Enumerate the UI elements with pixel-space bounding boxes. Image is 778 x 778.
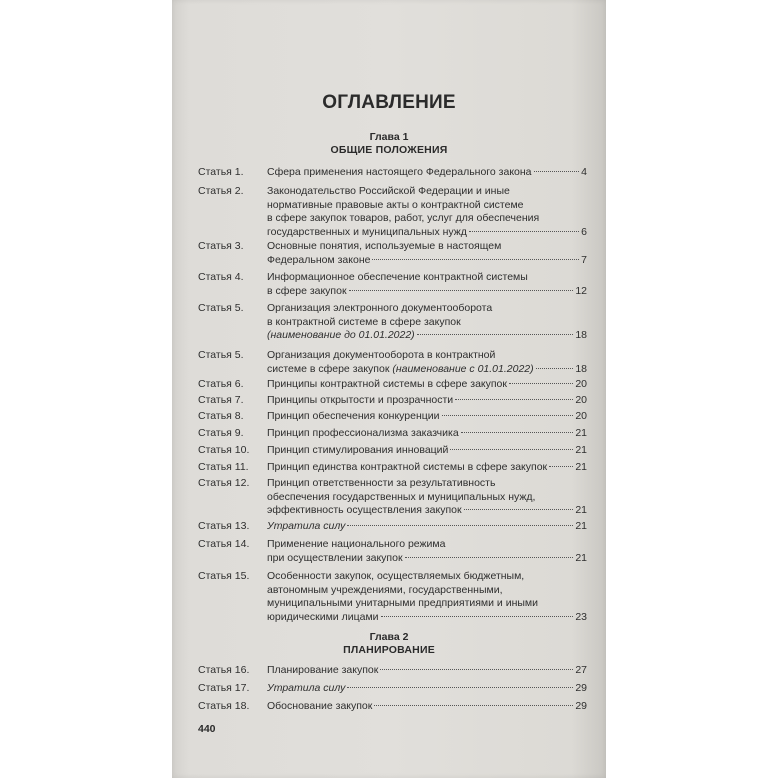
book-page <box>172 0 606 778</box>
article-title-text <box>267 329 415 343</box>
dot-leader <box>461 432 574 433</box>
article-page-number: 29 <box>575 700 587 712</box>
article-page-number: 21 <box>575 504 587 516</box>
article-page-number: 7 <box>581 253 587 266</box>
article-page-number: 27 <box>575 664 587 676</box>
article-page-number: 21 <box>575 427 587 439</box>
article-number: Статья 5. <box>198 349 244 361</box>
chapter-heading <box>172 631 606 657</box>
article-title <box>267 700 587 714</box>
article-number: Статья 6. <box>198 378 244 390</box>
article-title <box>267 427 587 441</box>
article-title-line: Информационное обеспечение контрактной системы <box>267 271 528 283</box>
article-number: Статья 14. <box>198 538 250 550</box>
article-page-number: 12 <box>575 284 587 297</box>
article-title-text <box>267 520 345 534</box>
article-title-text <box>267 682 345 696</box>
article-number: Статья 18. <box>198 700 250 712</box>
article-number: Статья 3. <box>198 240 244 252</box>
article-title <box>267 394 587 408</box>
article-title-line: Принцип ответственности за результативность <box>267 477 496 489</box>
article-title-text: эффективность осуществления закупок <box>267 504 462 516</box>
article-title-text: Принцип обеспечения конкуренции <box>267 410 440 422</box>
article-page-number: 18 <box>575 362 587 375</box>
article-title <box>267 166 587 180</box>
article-page-number: 4 <box>581 166 587 178</box>
article-title-line: муниципальными унитарными предприятиями и иными <box>267 597 539 609</box>
article-title-line <box>267 611 587 625</box>
article-title <box>267 302 587 343</box>
article-page-number: 18 <box>575 329 587 341</box>
article-title <box>267 682 587 696</box>
article-title-line <box>267 552 587 566</box>
article-number: Статья 9. <box>198 427 244 439</box>
article-title-text: Принципы контрактной системы в сфере закупок <box>267 378 507 390</box>
article-title-line <box>267 664 587 678</box>
article-number: Статья 10. <box>198 444 250 456</box>
article-title-text: Принципы открытости и прозрачности <box>267 394 454 406</box>
article-number: Статья 15. <box>198 570 250 582</box>
article-number: Статья 17. <box>198 682 250 694</box>
article-title-text: Планирование закупок <box>267 664 379 676</box>
article-title <box>267 271 587 298</box>
dot-leader <box>469 231 579 232</box>
article-number: Статья 7. <box>198 394 244 406</box>
article-title-line: в сфере закупок товаров, работ, услуг для обеспечения <box>267 212 540 224</box>
page-number: 440 <box>198 723 216 735</box>
dot-leader <box>450 449 573 450</box>
article-title-line: автономным учреждениями, государственными, <box>267 583 503 596</box>
article-number: Статья 4. <box>198 271 244 283</box>
dot-leader <box>349 290 574 291</box>
article-number: Статья 2. <box>198 185 244 197</box>
article-title-text: Принцип стимулирования инноваций <box>267 444 449 456</box>
article-title <box>267 461 587 475</box>
article-title <box>267 240 587 267</box>
dot-leader <box>380 669 573 670</box>
article-title-line: Особенности закупок, осуществляемых бюджетным, <box>267 570 525 582</box>
chapter-label: Глава 1 <box>369 131 409 143</box>
article-title-line <box>267 700 587 714</box>
dot-leader <box>372 259 579 260</box>
dot-leader <box>374 705 573 706</box>
article-title <box>267 477 587 518</box>
article-title-line: Организация электронного документооборота <box>267 302 493 314</box>
article-title-line <box>267 226 587 240</box>
article-title <box>267 664 587 678</box>
article-number: Статья 12. <box>198 477 250 489</box>
dot-leader <box>417 334 574 335</box>
chapter-name: ОБЩИЕ ПОЛОЖЕНИЯ <box>330 144 448 156</box>
italic-note: Утратила силу <box>267 520 346 532</box>
italic-note: (наименование до 01.01.2022) <box>267 329 415 341</box>
article-title-line: Применение национального режима <box>267 538 446 550</box>
article-title <box>267 378 587 392</box>
dot-leader <box>549 466 573 467</box>
dot-leader <box>381 616 574 617</box>
article-title-line <box>267 520 587 534</box>
article-title-line <box>267 329 587 343</box>
article-title-line <box>267 254 587 268</box>
article-number: Статья 11. <box>198 461 249 473</box>
chapter-heading <box>172 131 606 157</box>
page-title: ОГЛАВЛЕНИЕ <box>322 92 456 113</box>
article-title-line <box>267 504 587 518</box>
article-page-number: 6 <box>581 225 587 238</box>
article-title-line <box>267 444 587 458</box>
chapter-label: Глава 2 <box>369 631 409 643</box>
article-number: Статья 1. <box>198 166 244 178</box>
article-title <box>267 444 587 458</box>
article-number: Статья 13. <box>198 520 250 532</box>
article-number: Статья 5. <box>198 302 244 314</box>
article-page-number: 20 <box>575 410 587 422</box>
dot-leader <box>405 557 574 558</box>
article-title-line: Основные понятия, используемые в настоящем <box>267 240 502 252</box>
article-title-line <box>267 166 587 180</box>
dot-leader <box>534 171 580 172</box>
article-page-number: 23 <box>575 610 587 623</box>
article-title-text: государственных и муниципальных нужд <box>267 225 467 238</box>
article-title-text: при осуществлении закупок <box>267 551 403 564</box>
article-title <box>267 570 587 624</box>
article-title <box>267 410 587 424</box>
article-title-line <box>267 394 587 408</box>
dot-leader <box>464 509 574 510</box>
article-page-number: 21 <box>575 551 587 564</box>
dot-leader <box>536 368 574 369</box>
article-title-text: Принцип профессионализма заказчика <box>267 427 459 439</box>
article-title-text: Федеральном законе <box>267 253 371 266</box>
article-title-text: системе в сфере закупок (наименование с 01.01.2022) <box>267 362 534 375</box>
italic-note: (наименование с 01.01.2022) <box>392 362 534 375</box>
dot-leader <box>347 525 573 526</box>
article-page-number: 21 <box>575 520 587 532</box>
article-title-line <box>267 410 587 424</box>
article-title <box>267 538 587 565</box>
article-page-number: 21 <box>575 444 587 456</box>
article-title-line: Законодательство Российской Федерации и иные <box>267 185 510 197</box>
article-title-text: Сфера применения настоящего Федерального закона <box>267 166 532 178</box>
article-page-number: 21 <box>575 461 587 473</box>
dot-leader <box>442 415 574 416</box>
article-title-line: в контрактной системе в сфере закупок <box>267 315 461 328</box>
article-title-line <box>267 285 587 299</box>
article-title <box>267 520 587 534</box>
article-title-line: Организация документооборота в контрактной <box>267 349 496 361</box>
article-page-number: 20 <box>575 394 587 406</box>
article-page-number: 29 <box>575 682 587 694</box>
article-title-line <box>267 363 587 377</box>
article-title-text: Обоснование закупок <box>267 700 373 712</box>
article-title-text: в сфере закупок <box>267 284 347 297</box>
article-title-line <box>267 461 587 475</box>
article-number: Статья 8. <box>198 410 244 422</box>
dot-leader <box>509 383 573 384</box>
article-page-number: 20 <box>575 378 587 390</box>
article-title <box>267 349 587 376</box>
dot-leader <box>455 399 573 400</box>
article-title-line <box>267 427 587 441</box>
dot-leader <box>347 687 573 688</box>
chapter-name: ПЛАНИРОВАНИЕ <box>343 644 435 656</box>
article-title-text: юридическими лицами <box>267 610 379 623</box>
article-title <box>267 185 587 239</box>
article-number: Статья 16. <box>198 664 250 676</box>
article-title-line <box>267 378 587 392</box>
article-title-text: Принцип единства контрактной системы в сфере закупок <box>267 461 548 473</box>
italic-note: Утратила силу <box>267 682 346 694</box>
article-title-line: нормативные правовые акты о контрактной системе <box>267 198 524 211</box>
article-title-line: обеспечения государственных и муниципальных нужд, <box>267 490 536 503</box>
article-title-line <box>267 682 587 696</box>
